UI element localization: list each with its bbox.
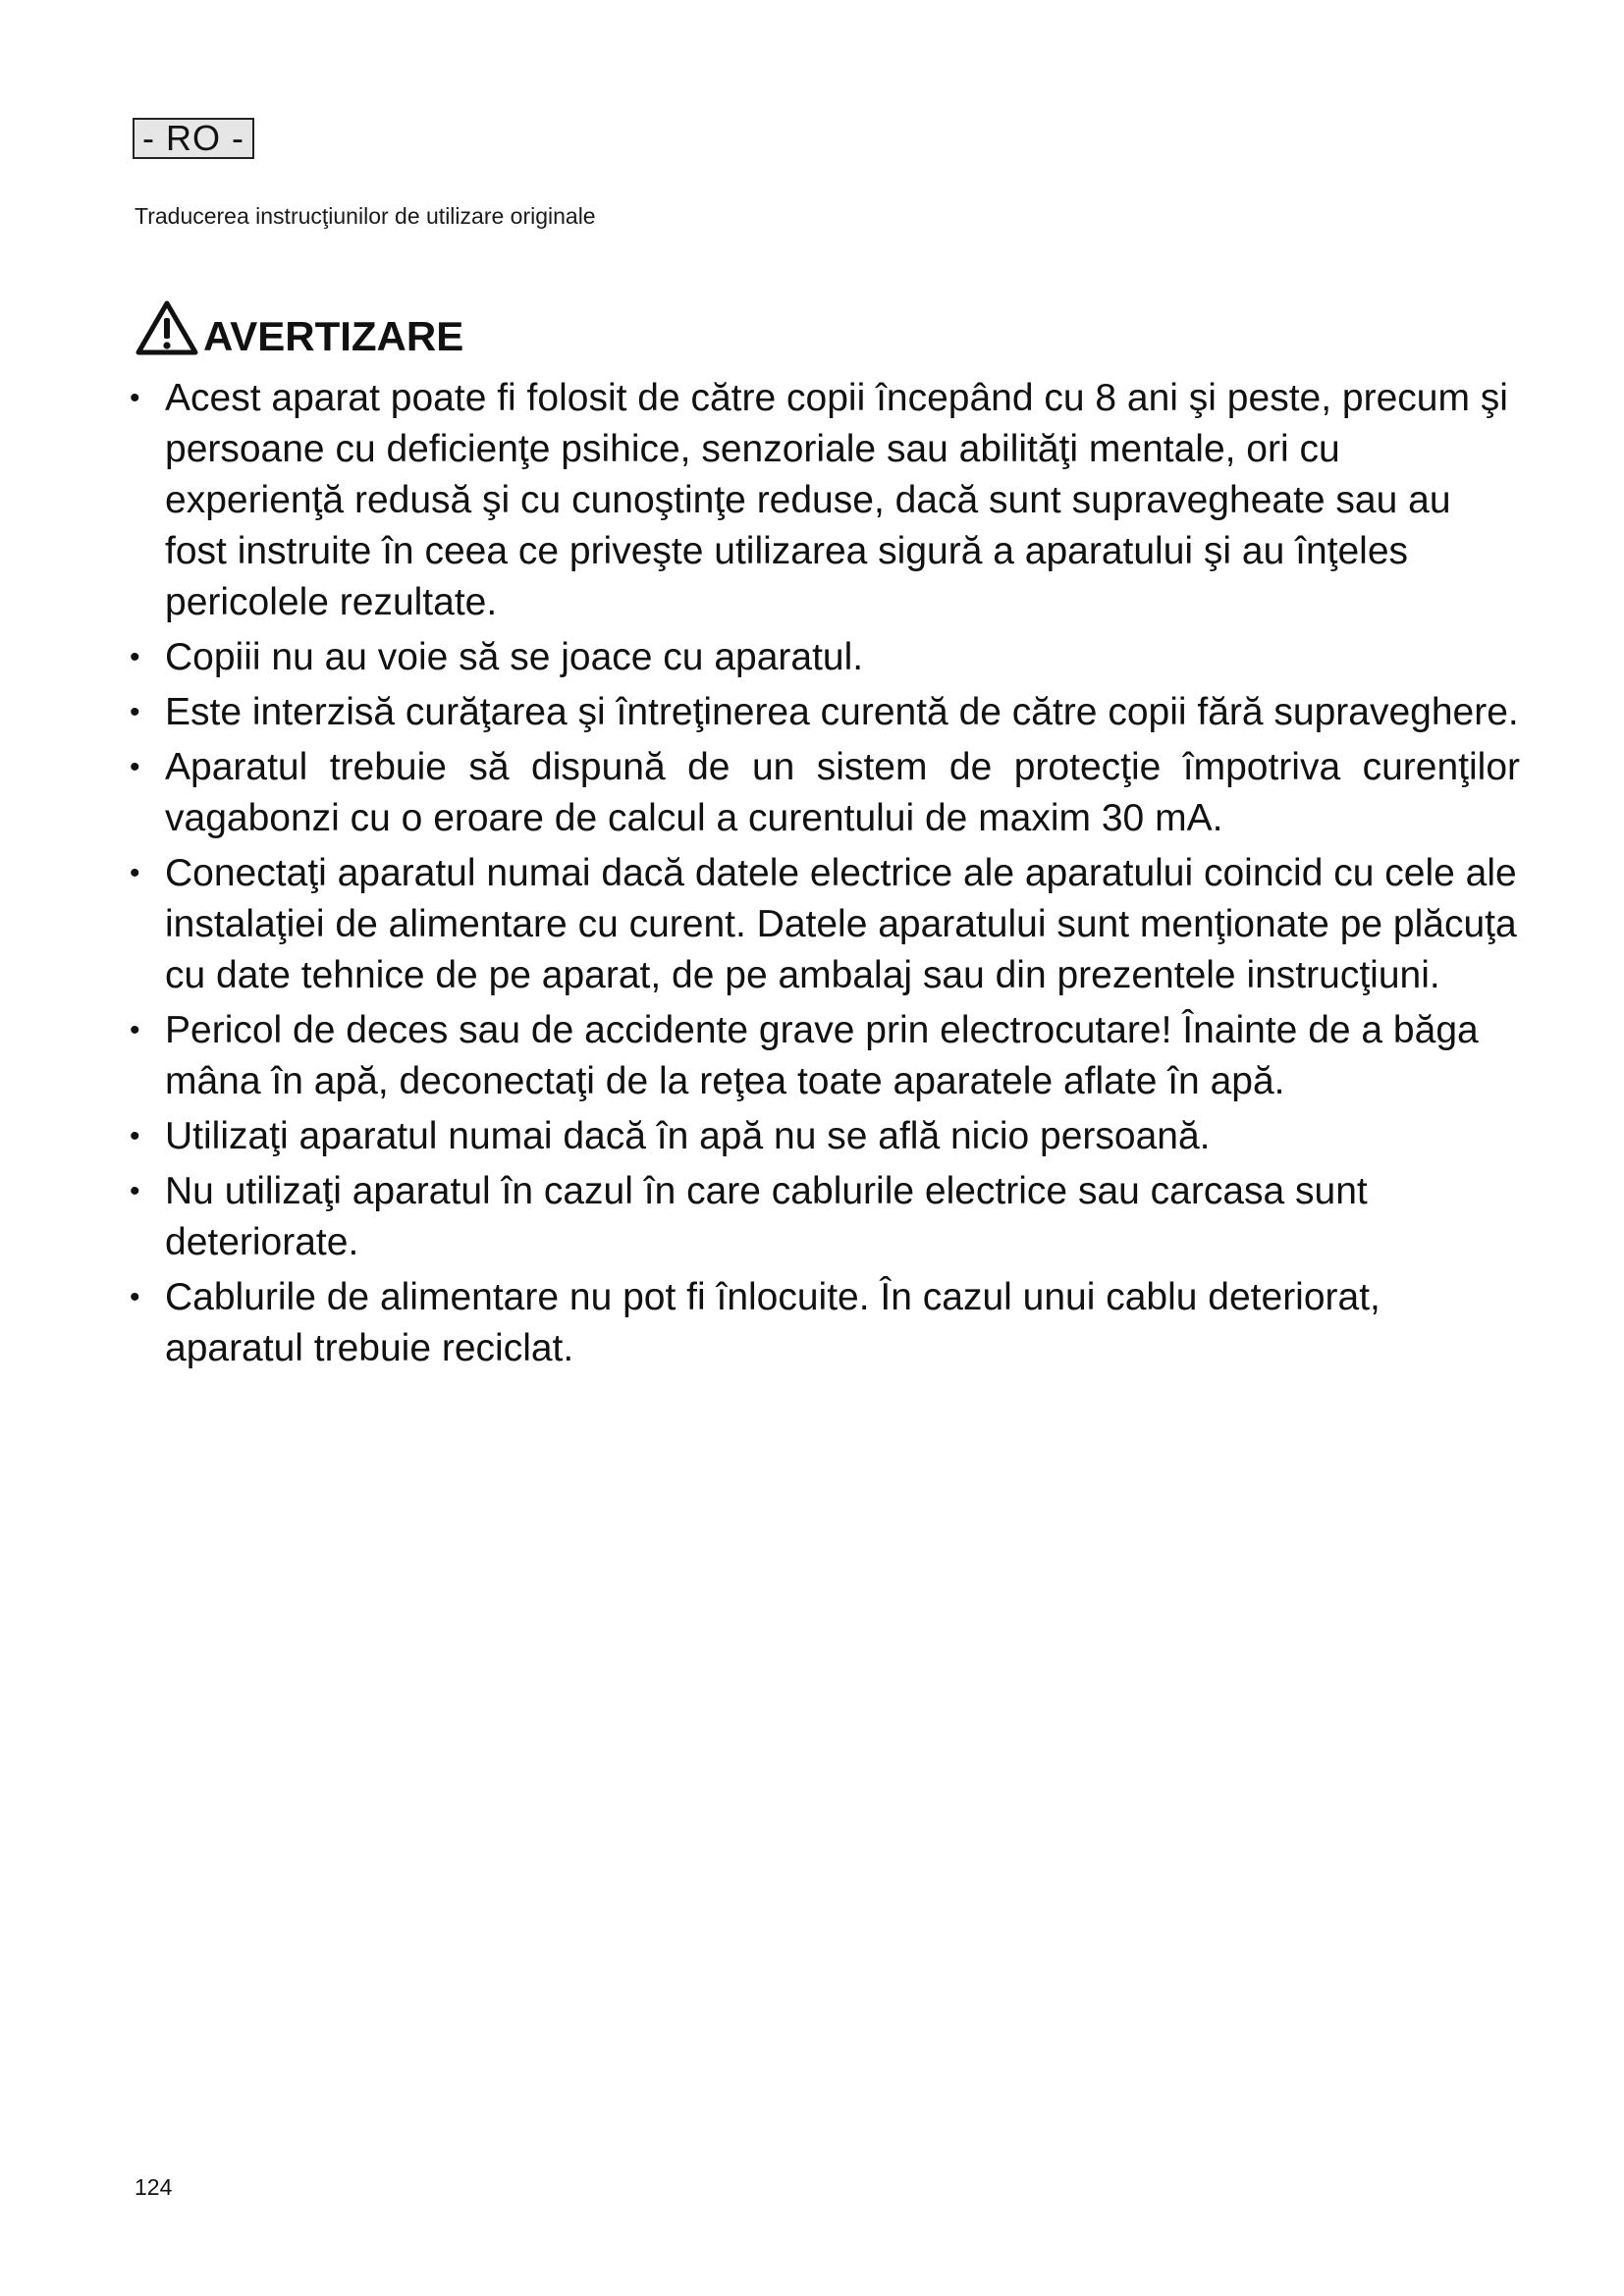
document-subtitle: Traducerea instrucţiunilor de utilizare originale — [135, 203, 596, 229]
language-badge: - RO - — [133, 118, 254, 159]
list-item: • Nu utilizaţi aparatul în cazul în care cablurile electrice sau carcasa sunt deteriorate. — [126, 1166, 1520, 1268]
bullet-icon: • — [130, 641, 140, 673]
warning-triangle-icon — [135, 298, 199, 357]
warning-heading — [135, 291, 463, 357]
bullet-icon: • — [130, 1175, 140, 1207]
warning-title: AVERTIZARE — [203, 313, 464, 359]
bullet-icon: • — [130, 1120, 140, 1152]
bullet-icon: • — [130, 382, 140, 414]
bullet-icon: • — [130, 1281, 140, 1313]
bullet-icon: • — [130, 696, 140, 728]
bullet-icon: • — [130, 857, 140, 889]
list-item: • Copiii nu au voie să se joace cu aparatul. — [126, 632, 1520, 683]
list-item: • Conectaţi aparatul numai dacă datele electrice ale aparatului coincid cu cele ale instalaţiei de alimentare cu curent. Datele aparatului sunt menţionate pe plăcuţa cu date tehnice de pe aparat, de pe ambalaj sau din prezentele instrucţiuni. — [126, 848, 1520, 1001]
bullet-icon: • — [130, 1014, 140, 1046]
list-item: • Pericol de deces sau de accidente grave prin electrocutare! Înainte de a băga mâna în apă, deconectaţi de la reţea toate aparatele aflate în apă. — [126, 1005, 1520, 1107]
list-item: • Aparatul trebuie să dispună de un sistem de protecţie împotriva curenţilor vagabonzi cu o eroare de calcul a curentului de maxim 30 mA. — [126, 742, 1520, 844]
page-number: 124 — [135, 2174, 173, 2200]
bullet-icon: • — [130, 751, 140, 783]
list-item: • Cablurile de alimentare nu pot fi înlocuite. În cazul unui cablu deteriorat, aparatul trebuie reciclat. — [126, 1272, 1520, 1374]
warning-list — [126, 373, 1520, 1378]
list-item: • Acest aparat poate fi folosit de către copii începând cu 8 ani şi peste, precum şi persoane cu deficienţe psihice, senzoriale sau abilităţi mentale, ori cu experienţă redusă şi cu cunoştinţe reduse, dacă sunt supravegheate sau au fost instruite în ceea ce priveşte utilizarea sigură a aparatului şi au înţeles pericolele rezultate. — [126, 373, 1520, 628]
list-item: • Utilizaţi aparatul numai dacă în apă nu se află nicio persoană. — [126, 1111, 1520, 1162]
list-item: • Este interzisă curăţarea şi întreţinerea curentă de către copii fără supraveghere. — [126, 687, 1520, 738]
